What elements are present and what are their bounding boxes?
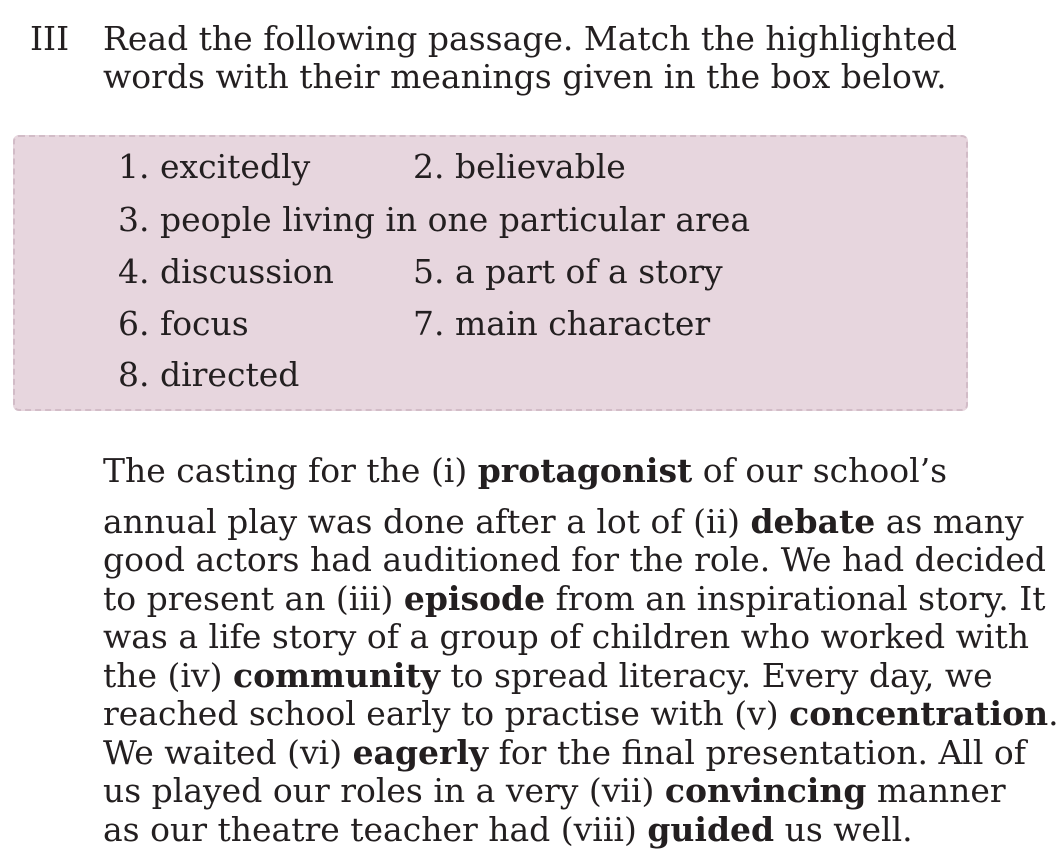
passage-line: us played our roles in a very (vii) convincing manner	[103, 771, 1006, 810]
meaning-item-5: 5. a part of a story	[413, 252, 723, 291]
passage-line: The casting for the (i) protagonist of our school’s	[103, 451, 948, 490]
meaning-item-8: 8. directed	[118, 355, 300, 394]
meaning-item-7: 7. main character	[413, 304, 711, 343]
passage	[103, 451, 1059, 849]
instruction-line: Read the following passage. Match the highlighted	[103, 19, 957, 58]
highlighted-word: episode	[403, 578, 546, 618]
highlighted-word: community	[232, 655, 440, 695]
passage-line: reached school early to practise with (v) concentration.	[103, 694, 1059, 733]
instruction-text	[103, 20, 983, 96]
passage-line: to present an (iii) episode from an inspirational story. It	[103, 578, 1046, 618]
meaning-item-4: 4. discussion	[118, 252, 334, 291]
highlighted-word: convincing	[664, 771, 867, 810]
highlighted-word: eagerly	[352, 732, 489, 772]
passage-line: the (iv) community to spread literacy. Every day, we	[103, 655, 993, 695]
instruction-line: words with their meanings given in the box below.	[103, 57, 947, 96]
meaning-item-6: 6. focus	[118, 304, 249, 343]
question-number: III	[30, 19, 70, 58]
passage-line: annual play was done after a lot of (ii) debate as many	[103, 501, 1024, 541]
passage-line: was a life story of a group of children who worked with	[103, 617, 1029, 656]
passage-line: good actors had auditioned for the role. We had decided	[103, 540, 1047, 579]
highlighted-word: debate	[750, 501, 876, 541]
passage-line: We waited (vi) eagerly for the final presentation. All of	[103, 732, 1026, 772]
meaning-item-3: 3. people living in one particular area	[118, 200, 751, 239]
highlighted-word: guided	[647, 809, 775, 849]
meaning-item-2: 2. believable	[413, 147, 626, 186]
highlighted-word: concentration	[789, 694, 1049, 733]
highlighted-word: protagonist	[477, 451, 693, 490]
passage-line: as our theatre teacher had (viii) guided us well.	[103, 809, 913, 849]
meaning-item-1: 1. excitedly	[118, 147, 311, 186]
